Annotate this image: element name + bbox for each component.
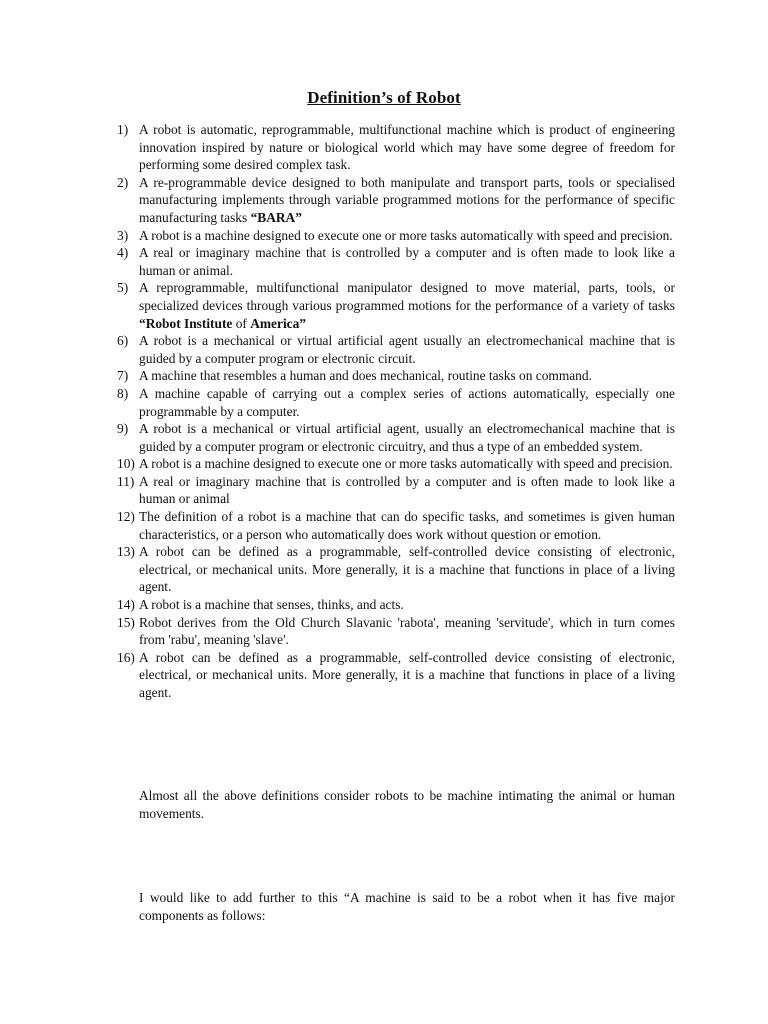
definition-item <box>118 227 675 245</box>
definition-text-run: A robot is automatic, reprogrammable, multifunctional machine which is product of engineering innovation inspired by nature or biological world which may have some degree of freedom for performing some desired complex task. <box>139 122 675 173</box>
definition-item <box>118 279 675 332</box>
definition-text-run: A robot can be defined as a programmable, self-controlled device consisting of electronic, electrical, or mechanical units. More generally, it is a machine that functions in place of a living agent. <box>139 649 675 700</box>
definition-number: 1) <box>117 122 129 137</box>
definition-text-run: Robot derives from the Old Church Slavanic 'rabota', meaning 'servitude', which in turn comes from 'rabu', meaning 'slave'. <box>139 614 675 648</box>
definition-number: 13) <box>117 544 135 560</box>
definition-text-run: A re-programmable device designed to both manipulate and transport parts, tools or specialised manufacturing implements through variable programmed motions for the performance of specific manufacturing tasks <box>139 174 675 225</box>
definition-text-run: A reprogrammable, multifunctional manipulator designed to move material, parts, tools, or specialized devices through various programmed motions for the performance of a variety of tasks <box>139 280 675 313</box>
definition-text-run: A robot is a machine designed to execute one or more tasks automatically with speed and precision. <box>139 227 673 243</box>
definition-text-run: of <box>232 315 251 331</box>
definition-text <box>139 474 675 507</box>
definition-text-run: A real or imaginary machine that is controlled by a computer and is often made to look like a human or animal <box>139 473 675 507</box>
definition-number: 2) <box>117 174 129 190</box>
definition-item <box>118 508 675 543</box>
definition-text <box>139 597 404 612</box>
definition-item <box>118 455 675 473</box>
definition-text <box>139 421 675 454</box>
definition-text-run: A machine capable of carrying out a complex series of actions automatically, especially one programmable by a computer. <box>139 385 675 419</box>
definition-source: “BARA” <box>250 209 302 225</box>
definition-source: “Robot Institute <box>139 315 233 331</box>
definition-text-run: A robot is a mechanical or virtual artificial agent usually an electromechanical machine that is guided by a computer program or electronic circuit. <box>139 333 675 366</box>
definitions-list <box>118 121 675 702</box>
definition-text <box>139 456 673 471</box>
definition-item <box>118 385 675 420</box>
definition-text-run: A robot is a machine that senses, thinks, and acts. <box>139 597 404 613</box>
definition-number: 3) <box>117 227 129 243</box>
definition-text <box>139 544 675 594</box>
definition-text <box>139 280 675 330</box>
definition-number: 10) <box>117 456 135 472</box>
definition-item <box>118 244 675 279</box>
definition-text-run: A real or imaginary machine that is controlled by a computer and is often made to look like a human or animal. <box>139 245 675 278</box>
definition-number: 15) <box>117 614 135 630</box>
definition-number: 8) <box>117 385 129 401</box>
definition-text <box>139 333 675 366</box>
definition-text <box>139 650 675 700</box>
definition-number: 6) <box>117 333 129 349</box>
definition-text <box>139 386 675 419</box>
definition-text-run: A robot is a machine designed to execute one or more tasks automatically with speed and precision. <box>139 456 673 472</box>
definition-number: 5) <box>117 280 129 296</box>
definition-item <box>118 174 675 227</box>
definition-source: America” <box>250 315 307 331</box>
definition-text-run: A robot is a mechanical or virtual artificial agent, usually an electromechanical machine that is guided by a computer program or electronic circuitry, and thus a type of an embedded system. <box>139 421 675 454</box>
definition-number: 11) <box>117 473 135 489</box>
definition-text <box>139 615 675 648</box>
definition-item <box>118 420 675 455</box>
definition-text <box>139 122 675 172</box>
definition-text <box>139 245 675 278</box>
closing-paragraph: I would like to add further to this “A machine is said to be a robot when it has five major components as follows: <box>139 890 675 923</box>
definition-text <box>139 228 673 243</box>
definition-number: 7) <box>117 368 129 384</box>
definition-item <box>118 543 675 596</box>
definition-text <box>139 509 675 542</box>
definition-item <box>118 473 675 508</box>
definition-item <box>118 332 675 367</box>
definition-item <box>118 614 675 649</box>
summary-paragraph: Almost all the above definitions consider robots to be machine intimating the animal or human movements. <box>139 788 675 821</box>
definition-text-run: The definition of a robot is a machine that can do specific tasks, and sometimes is given human characteristics, or a person who automatically does work without question or emotion. <box>139 509 675 542</box>
definition-number: 12) <box>117 509 135 525</box>
page-title: Definition’s of Robot <box>307 88 461 107</box>
definition-text <box>139 368 592 383</box>
definition-text-run: A machine that resembles a human and does mechanical, routine tasks on command. <box>139 368 592 384</box>
definition-item <box>118 367 675 385</box>
definition-text <box>139 175 675 225</box>
definition-text-run: A robot can be defined as a programmable, self-controlled device consisting of electronic, electrical, or mechanical units. More generally, it is a machine that functions in place of a living agent. <box>139 544 675 595</box>
definition-number: 16) <box>117 649 135 665</box>
definition-item <box>118 649 675 702</box>
definition-number: 14) <box>117 597 135 613</box>
definition-item <box>118 121 675 174</box>
definition-number: 4) <box>117 245 129 261</box>
definition-item <box>118 596 675 614</box>
definition-number: 9) <box>117 421 129 437</box>
